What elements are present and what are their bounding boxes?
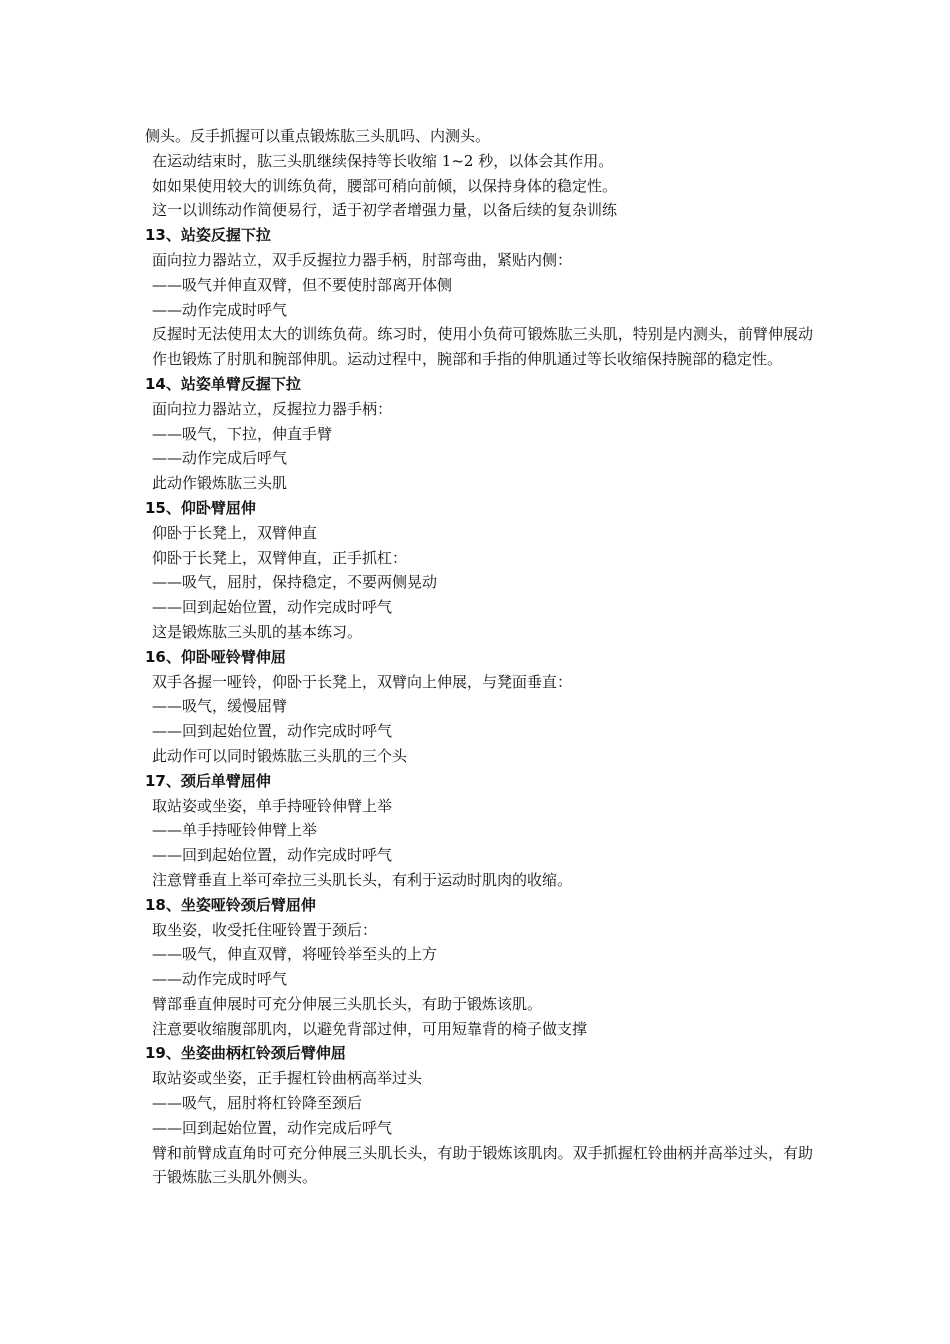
section-heading: 18、坐姿哑铃颈后臂屈伸 xyxy=(145,895,316,914)
body-line: 注意臂垂直上举可牵拉三头肌长头，有利于运动时肌肉的收缩。 xyxy=(152,870,573,889)
body-line: 取坐姿，收受托住哑铃置于颈后： xyxy=(152,920,378,939)
body-line: 面向拉力器站立，反握拉力器手柄： xyxy=(152,399,393,418)
body-line: ——吸气，下拉，伸直手臂 xyxy=(152,424,333,443)
body-line: 如如果使用较大的训练负荷，腰部可稍向前倾，以保持身体的稳定性。 xyxy=(152,176,618,195)
body-line: ——吸气，屈肘，保持稳定，不要两侧晃动 xyxy=(152,573,438,592)
body-line: 双手各握一哑铃，仰卧于长凳上，双臂向上伸展，与凳面垂直： xyxy=(152,672,573,691)
body-line: 这一以训练动作简便易行，适于初学者增强力量，以备后续的复杂训练 xyxy=(152,201,618,220)
section-heading: 17、颈后单臂屈伸 xyxy=(145,771,271,790)
body-line: 在运动结束时，肱三头肌继续保持等长收缩 1~2 秒，以体会其作用。 xyxy=(152,151,614,170)
body-line: ——动作完成时呼气 xyxy=(152,300,288,319)
body-line: 臂部垂直伸展时可充分伸展三头肌长头，有助于锻炼该肌。 xyxy=(152,994,543,1013)
body-line: 取站姿或坐姿，单手持哑铃伸臂上举 xyxy=(152,796,393,815)
section-heading: 19、坐姿曲柄杠铃颈后臂伸屈 xyxy=(145,1044,346,1063)
document-page xyxy=(145,124,813,1190)
body-line: 注意要收缩腹部肌肉，以避免背部过伸，可用短靠背的椅子做支撑 xyxy=(152,1019,588,1038)
body-line: 此动作锻炼肱三头肌 xyxy=(152,474,288,493)
body-paragraph: 臂和前臂成直角时可充分伸展三头肌长头，有助于锻炼该肌肉。双手抓握杠铃曲柄并高举过头，有助于锻炼肱三头肌外侧头。 xyxy=(152,1143,813,1187)
section-heading: 14、站姿单臂反握下拉 xyxy=(145,374,301,393)
section-heading: 15、仰卧臂屈伸 xyxy=(145,498,256,517)
body-line: ——回到起始位置，动作完成时呼气 xyxy=(152,722,393,741)
body-line: 仰卧于长凳上，双臂伸直 xyxy=(152,523,318,542)
body-line: ——回到起始位置，动作完成后呼气 xyxy=(152,1118,393,1137)
body-line: 面向拉力器站立，双手反握拉力器手柄，肘部弯曲，紧贴内侧： xyxy=(152,250,573,269)
body-line: 仰卧于长凳上，双臂伸直，正手抓杠： xyxy=(152,548,408,567)
body-line: 此动作可以同时锻炼肱三头肌的三个头 xyxy=(152,746,408,765)
body-line: 这是锻炼肱三头肌的基本练习。 xyxy=(152,622,363,641)
body-line: ——回到起始位置，动作完成时呼气 xyxy=(152,846,393,865)
body-line: ——吸气，缓慢屈臂 xyxy=(152,697,288,716)
body-line: ——单手持哑铃伸臂上举 xyxy=(152,821,318,840)
body-line: ——吸气，屈肘将杠铃降至颈后 xyxy=(152,1094,363,1113)
body-paragraph: 反握时无法使用太大的训练负荷。练习时，使用小负荷可锻炼肱三头肌，特别是内测头，前臂伸展动作也锻炼了肘肌和腕部伸肌。运动过程中，腕部和手指的伸肌通过等长收缩保持腕部的稳定性。 xyxy=(152,325,813,369)
body-line: 取站姿或坐姿，正手握杠铃曲柄高举过头 xyxy=(152,1069,423,1088)
section-heading: 13、站姿反握下拉 xyxy=(145,226,271,245)
body-line: ——吸气，伸直双臂，将哑铃举至头的上方 xyxy=(152,945,438,964)
body-line: ——回到起始位置，动作完成时呼气 xyxy=(152,598,393,617)
body-line: 侧头。反手抓握可以重点锻炼肱三头肌吗、内测头。 xyxy=(145,127,491,145)
body-line: ——吸气并伸直双臂，但不要使肘部离开体侧 xyxy=(152,275,453,294)
body-line: ——动作完成时呼气 xyxy=(152,970,288,989)
body-line: ——动作完成后呼气 xyxy=(152,449,288,468)
section-heading: 16、仰卧哑铃臂伸屈 xyxy=(145,647,286,666)
